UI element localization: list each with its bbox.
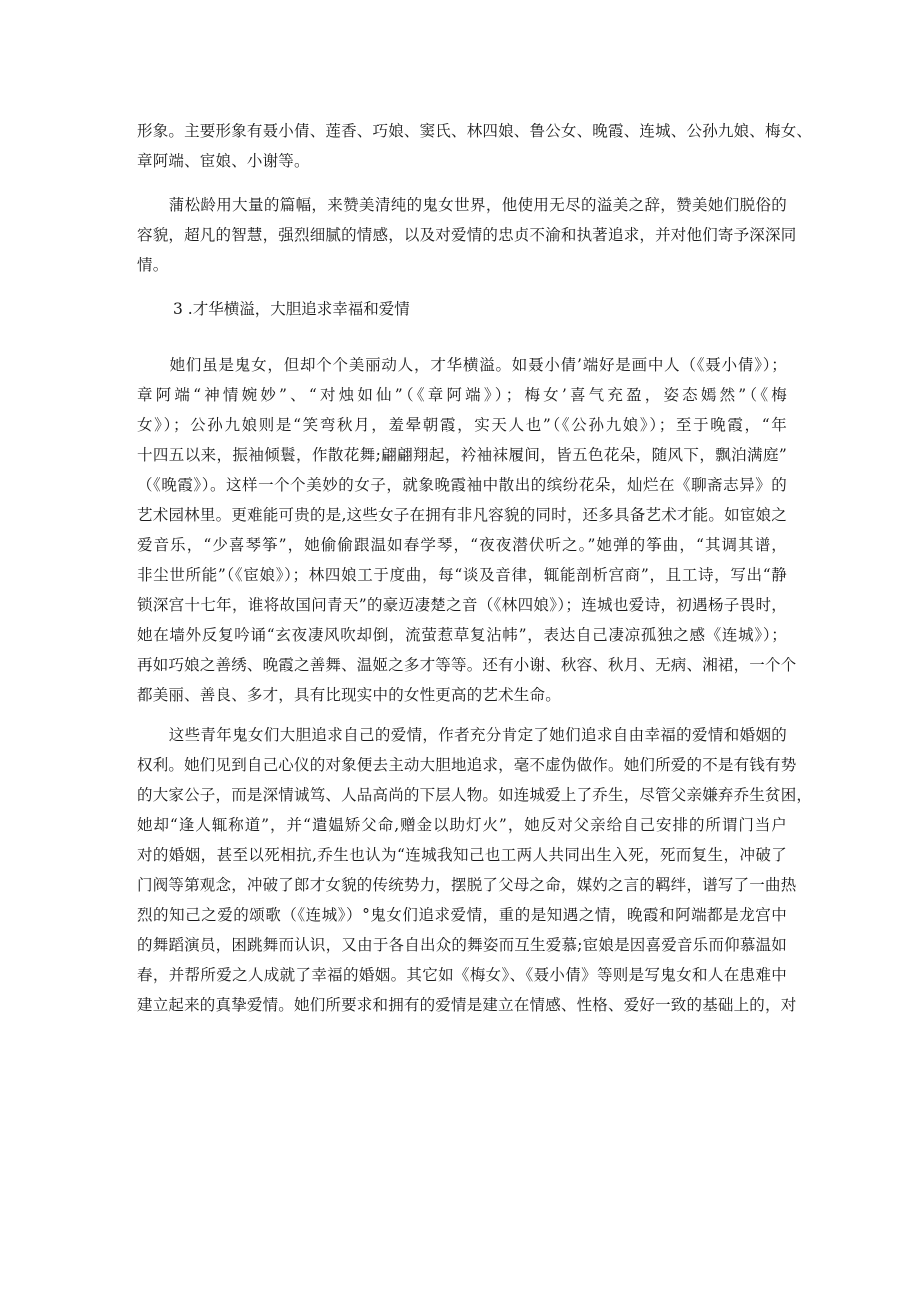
text-line: （《晚霞》）。这样一个个美妙的女子，就象晚霞袖中散出的缤纷花朵，灿烂在《聊斋志异》的 [137,476,787,494]
text-line: 建立起来的真挚爱情。她们所要求和拥有的爱情是建立在情感、性格、爱好一致的基础上的，对 [137,996,797,1014]
section-heading: 3 .才华横溢，大胆追求幸福和爱情 [173,300,410,318]
text-line: 十四五以来，振袖倾鬟，作散花舞;翩翩翔起，衿袖袜履间，皆五色花朵，随风下，飘泊满庭” [137,446,787,464]
text-line: 她在墙外反复吟诵“玄夜凄风吹却倒，流萤惹草复沾帏”，表达自己凄凉孤独之感《连城》）； [137,626,787,644]
text-line: 这些青年鬼女们大胆追求自己的爱情，作者充分肯定了她们追求自由幸福的爱情和婚姻的 [137,726,787,744]
text-line: 情。 [137,256,169,274]
text-line: 烈的知己之爱的颂歌（《连城》）°鬼女们追求爱情，重的是知遇之情，晚霞和阿端都是龙宫中 [137,906,787,924]
text-line: 她们虽是鬼女，但却个个美丽动人，才华横溢。如聂小倩’端好是画中人（《聂小倩》）； [137,356,787,374]
paragraph [137,720,813,1020]
text-line: 她却“逢人辄称道”，并“遣媪矫父命,赠金以助灯火”，她反对父亲给自己安排的所谓门当户 [137,816,787,834]
text-line: 爱音乐，“少喜琴筝”，她偷偷跟温如春学琴，“夜夜潜伏听之。”她弹的筝曲，“其调其谱， [137,536,787,554]
text-line: 锁深宫十七年，谁将故国问青天”的豪迈凄楚之音（《林四娘》）；连城也爱诗，初遇杨子畏时， [137,596,787,614]
text-line: 对的婚姻，甚至以死相抗,乔生也认为“连城我知己也工两人共同出生入死，死而复生，冲破了 [137,846,787,864]
text-line: 权利。她们见到自己心仪的对象便去主动大胆地追求，毫不虚伪做作。她们所爱的不是有钱有势 [137,756,797,774]
paragraph [137,116,813,176]
text-line: 形象。主要形象有聂小倩、莲香、巧娘、窦氏、林四娘、鲁公女、晚霞、连城、公孙九娘、梅女、 [137,122,813,140]
text-line: 女》）；公孙九娘则是“笑弯秋月，羞晕朝霞，实天人也”（《公孙九娘》）；至于晚霞，“年 [137,416,787,434]
text-line: 章阿端、宦娘、小谢等。 [137,152,310,170]
text-line: 门阀等第观念，冲破了郎才女貌的传统势力，摆脱了父母之命，媒妁之言的羁绊，谱写了一曲热 [137,876,797,894]
paragraph [137,190,797,280]
text-line: 容貌，超凡的智慧，强烈细腻的情感，以及对爱情的忠贞不渝和执著追求，并对他们寄予深深同 [137,226,797,244]
text-line: 再如巧娘之善绣、晚霞之善舞、温姬之多才等等。还有小谢、秋容、秋月、无病、湘裙，一个个 [137,656,797,674]
text-line: 的舞蹈演员，困跳舞而认识，又由于各自出众的舞姿而互生爱慕;宦娘是因喜爱音乐而仰慕温如 [137,936,787,954]
text-line: 都美丽、善良、多才，具有比现实中的女性更高的艺术生命。 [137,686,561,704]
text-line: 春，并帮所爱之人成就了幸福的婚姻。其它如《梅女》、《聂小倩》等则是写鬼女和人在患难中 [137,966,787,984]
text-line: 艺术园林里。更难能可贵的是,这些女子在拥有非凡容貌的同时，还多具备艺术才能。如宦娘之 [137,506,787,524]
text-line: 章阿端“神情婉妙”、“对烛如仙”（《章阿端》）；梅女’喜气充盈，姿态嫣然”（《梅 [137,386,787,404]
document-page [137,116,813,1020]
text-line: 的大家公子，而是深情诚笃、人品高尚的下层人物。如连城爱上了乔生，尽管父亲嫌弃乔生贫困， [137,786,813,804]
paragraph [137,350,797,710]
text-line: 非尘世所能”（《宦娘》）；林四娘工于度曲，每“谈及音律，辄能剖析宫商”，且工诗，写出“静 [137,566,787,584]
text-line: 蒲松龄用大量的篇幅，来赞美清纯的鬼女世界，他使用无尽的溢美之辞，赞美她们脱俗的 [137,196,787,214]
